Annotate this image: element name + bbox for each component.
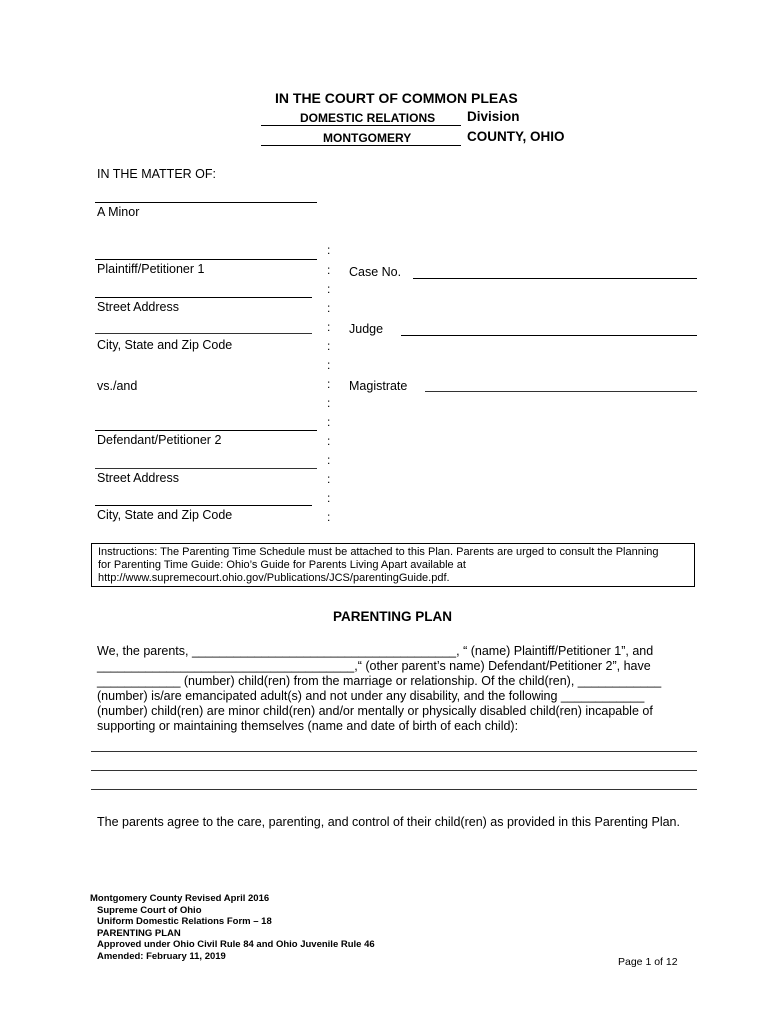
colon: : [327, 472, 331, 486]
city1-line [95, 333, 312, 334]
colon: : [327, 415, 331, 429]
paragraph-line: ____________ (number) child(ren) from the marriage or relationship. Of the child(ren), ____________ [97, 674, 662, 688]
children-line-3[interactable] [91, 789, 697, 790]
colon: : [327, 358, 331, 372]
judge-label: Judge [349, 322, 384, 336]
county-underline [261, 145, 461, 146]
colon: : [327, 491, 331, 505]
footer-line: Amended: February 11, 2019 [97, 950, 226, 962]
paragraph-line: (number) is/are emancipated adult(s) and not under any disability, and the following ____________ [97, 689, 645, 703]
defendant-line [95, 430, 317, 431]
footer-line: PARENTING PLAN [97, 927, 181, 939]
colon: : [327, 320, 331, 334]
colon: : [327, 243, 331, 257]
magistrate-field[interactable] [425, 391, 697, 392]
division-label: Division [467, 109, 520, 124]
plaintiff-label: Plaintiff/Petitioner 1 [97, 262, 205, 276]
footer-line: Uniform Domestic Relations Form – 18 [97, 916, 272, 927]
paragraph-line: supporting or maintaining themselves (name and date of birth of each child): [97, 719, 519, 733]
instructions-line: Instructions: The Parenting Time Schedule must be attached to this Plan. Parents are urged to consult the Planning [98, 546, 659, 558]
footer-line: Montgomery County Revised April 2016 [90, 893, 270, 904]
street1-label: Street Address [97, 300, 179, 314]
children-line-2[interactable] [91, 770, 697, 771]
street2-line [95, 468, 317, 469]
plaintiff-line [95, 259, 317, 260]
defendant-label: Defendant/Petitioner 2 [97, 433, 222, 447]
street2-label: Street Address [97, 471, 179, 485]
page-number: Page 1 of 12 [618, 956, 678, 968]
colon: : [327, 263, 331, 277]
document-title: PARENTING PLAN [333, 609, 453, 624]
paragraph-line: We, the parents, ______________________________________, “ (name) Plaintiff/Petitioner 1”, and [97, 644, 654, 658]
instructions-url: http://www.supremecourt.ohio.gov/Publications/JCS/parentingGuide.pdf. [98, 572, 450, 584]
city2-label: City, State and Zip Code [97, 508, 233, 522]
colon: : [327, 453, 331, 467]
footer-line: Approved under Ohio Civil Rule 84 and Ohio Juvenile Rule 46 [97, 939, 375, 950]
vs-label: vs./and [97, 379, 138, 393]
footer-line: Supreme Court of Ohio [97, 904, 202, 916]
county-label: COUNTY, OHIO [467, 129, 565, 144]
minor-label: A Minor [97, 205, 140, 219]
case-no-label: Case No. [349, 265, 402, 279]
judge-field[interactable] [401, 335, 697, 336]
division-value: DOMESTIC RELATIONS [300, 111, 436, 125]
agreement-statement: The parents agree to the care, parenting, and control of their child(ren) as provided in this Parenting Plan. [97, 815, 680, 829]
colon: : [327, 510, 331, 524]
magistrate-label: Magistrate [349, 379, 408, 393]
division-underline [261, 125, 461, 126]
paragraph-line: _____________________________________,“ (other parent’s name) Defendant/Petitioner 2”, have [97, 659, 651, 673]
colon: : [327, 282, 331, 296]
colon: : [327, 301, 331, 315]
case-no-field[interactable] [413, 278, 697, 279]
street1-line [95, 297, 312, 298]
county-value: MONTGOMERY [323, 131, 412, 145]
colon: : [327, 377, 331, 391]
instructions-box [91, 543, 695, 587]
in-the-matter-label: IN THE MATTER OF: [97, 167, 216, 181]
court-title: IN THE COURT OF COMMON PLEAS [275, 90, 518, 106]
footer-block [90, 893, 375, 962]
colon: : [327, 339, 331, 353]
instructions-line: for Parenting Time Guide: Ohio’s Guide for Parents Living Apart available at [98, 559, 466, 571]
colon: : [327, 396, 331, 410]
colon: : [327, 434, 331, 448]
paragraph-line: (number) child(ren) are minor child(ren) and/or mentally or physically disabled child(ren) incapable of [97, 704, 653, 718]
minor-line [95, 202, 317, 203]
parents-paragraph [97, 644, 697, 734]
city1-label: City, State and Zip Code [97, 338, 233, 352]
children-line-1[interactable] [91, 751, 697, 752]
city2-line [95, 505, 312, 506]
